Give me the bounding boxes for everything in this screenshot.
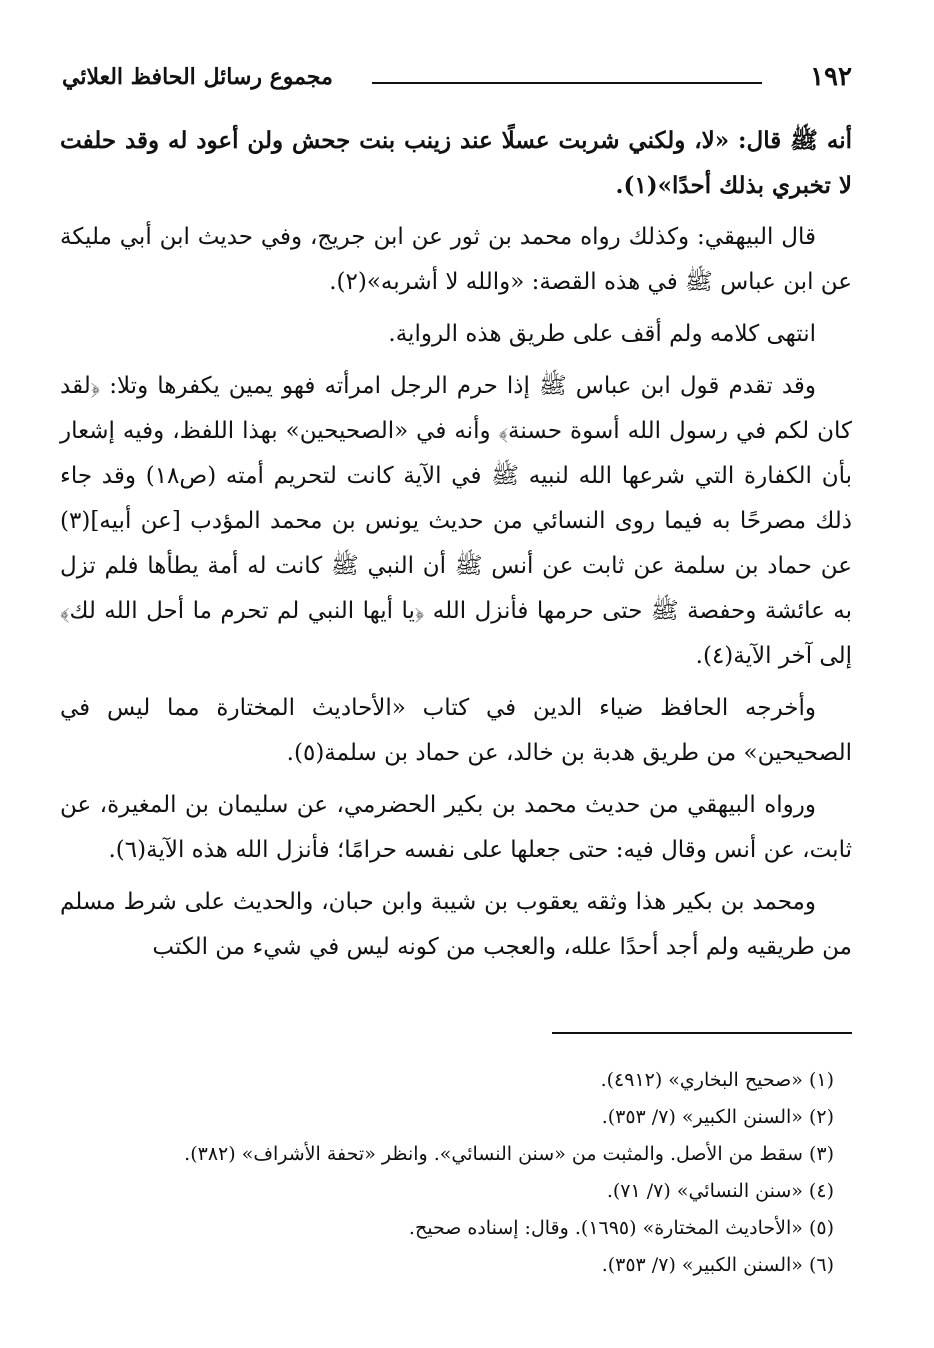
- footnote: (٤) «سنن النسائي» (٧/ ٧١).: [606, 1180, 834, 1202]
- main-text: [60, 118, 852, 977]
- footnotes: [60, 1062, 834, 1284]
- footnote: (٥) «الأحاديث المختارة» (١٦٩٥). وقال: إسناده صحيح.: [408, 1217, 834, 1239]
- footnote-separator: [552, 1032, 852, 1034]
- paragraph: وقد تقدم قول ابن عباس ﷺ إذا حرم الرجل امرأته فهو يمين يكفرها وتلا: ﴿لقد كان لكم في رسول الله أسوة حسنة﴾ وأنه في «الصحيحين» بهذا اللفظ، وفيه إشعار بأن الكفارة التي شرعها الله لنبيه ﷺ في الآية كانت لتحريم أمته (ص١٨) وقد جاء ذلك مصرحًا به فيما روى النسائي من حديث يونس بن محمد المؤدب [عن أبيه](٣) عن حماد بن سلمة عن ثابت عن أنس ﷺ أن النبي ﷺ كانت له أمة يطأها فلم تزل به عائشة وحفصة ﷺ حتى حرمها فأنزل الله ﴿يا أيها النبي لم تحرم ما أحل الله لك﴾ إلى آخر الآية(٤).: [60, 373, 852, 669]
- paragraph: ورواه البيهقي من حديث محمد بن بكير الحضرمي، عن سليمان بن المغيرة، عن ثابت، عن أنس وقال فيه: حتى جعلها على نفسه حرامًا؛ فأنزل الله هذه الآية(٦).: [60, 792, 852, 863]
- page-number: ١٩٢: [810, 62, 852, 92]
- header-rule: [372, 82, 762, 84]
- footnote: (٢) «السنن الكبير» (٧/ ٣٥٣).: [601, 1106, 834, 1128]
- page-header: [62, 62, 852, 102]
- footnote: (١) «صحيح البخاري» (٤٩١٢).: [600, 1069, 834, 1091]
- paragraph: ومحمد بن بكير هذا وثقه يعقوب بن شيبة وابن حبان، والحديث على شرط مسلم من طريقيه ولم أجد أحدًا علله، والعجب من كونه ليس في شيء من الكتب: [60, 889, 852, 960]
- paragraph: انتهى كلامه ولم أقف على طريق هذه الرواية.: [388, 321, 816, 347]
- footnote: (٦) «السنن الكبير» (٧/ ٣٥٣).: [601, 1254, 834, 1276]
- paragraph: وأخرجه الحافظ ضياء الدين في كتاب «الأحاديث المختارة مما ليس في الصحيحين» من طريق هدبة بن خالد، عن حماد بن سلمة(٥).: [60, 695, 852, 766]
- paragraph: قال البيهقي: وكذلك رواه محمد بن ثور عن ابن جريج، وفي حديث ابن أبي مليكة عن ابن عباس ﷺ في هذه القصة: «والله لا أشربه»(٢).: [60, 224, 852, 295]
- running-title: مجموع رسائل الحافظ العلائي: [62, 64, 333, 90]
- paragraph: أنه ﷺ قال: «لا، ولكني شربت عسلًا عند زينب بنت جحش ولن أعود له وقد حلفت لا تخبري بذلك أحدًا»(١).: [60, 127, 852, 199]
- footnote: (٣) سقط من الأصل. والمثبت من «سنن النسائي». وانظر «تحفة الأشراف» (٣٨٢).: [184, 1143, 834, 1165]
